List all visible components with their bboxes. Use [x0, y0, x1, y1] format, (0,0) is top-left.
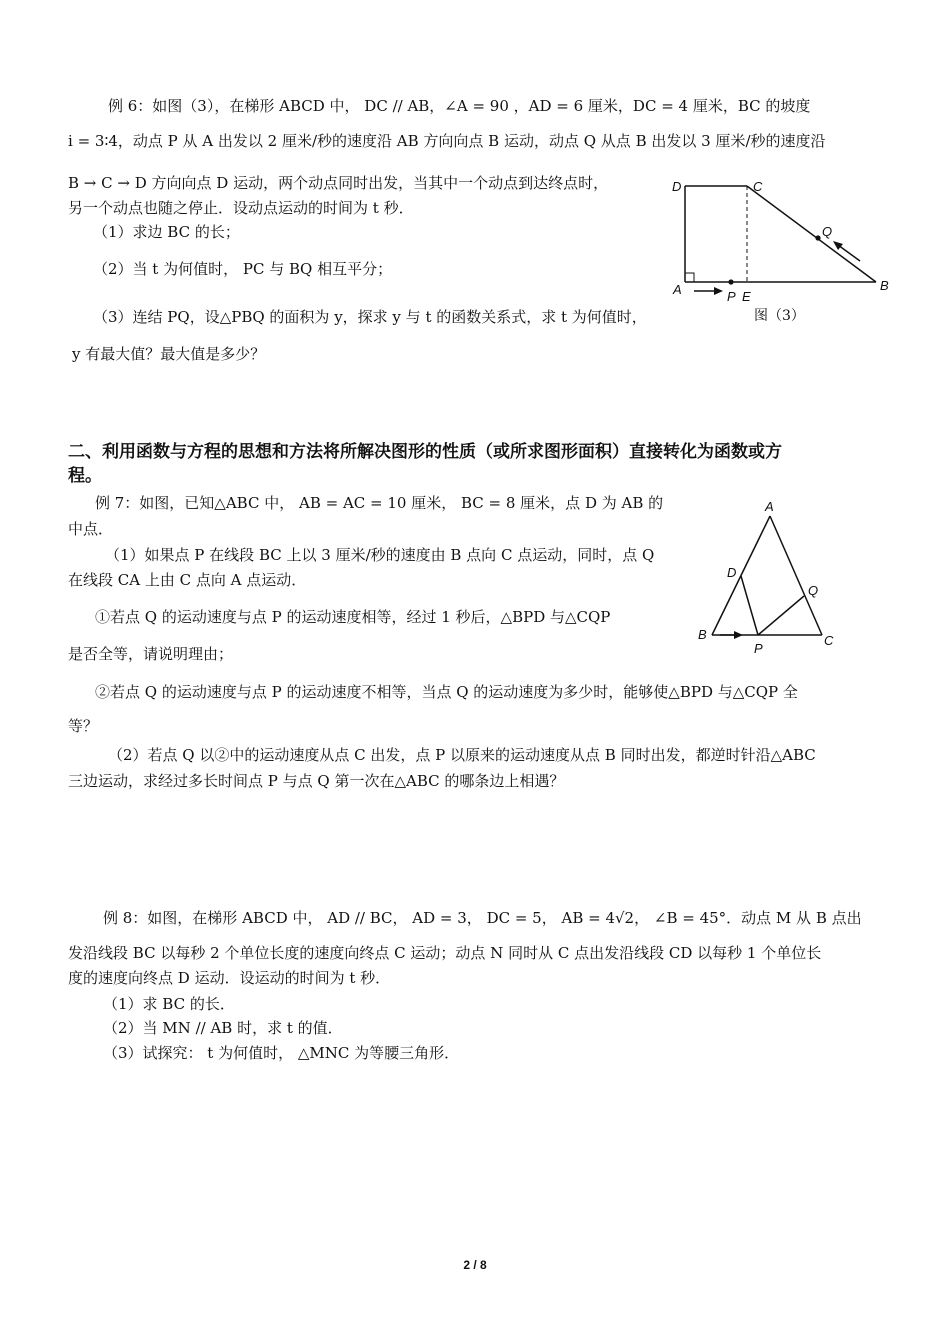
- label-A: A: [765, 499, 774, 514]
- ex6-line-3: B → C → D 方向向点 D 运动，两个动点同时出发，当其中一个动点到达终点时，: [68, 174, 609, 192]
- triangle-figure: [690, 495, 840, 660]
- ex8-question-1: （1）求 BC 的长．: [103, 995, 235, 1013]
- label-B: B: [880, 278, 889, 293]
- figure-caption: 图（3）: [754, 308, 805, 324]
- label-D: D: [727, 565, 737, 580]
- label-E: E: [742, 289, 751, 304]
- section-2-heading-cont: 程。: [68, 466, 102, 486]
- ex6-question-1: （1）求边 BC 的长；: [93, 223, 240, 241]
- segment-DP: [741, 576, 758, 635]
- page-number: 2 / 8: [463, 1258, 487, 1272]
- arrow-Q-head: [833, 241, 843, 250]
- ex6-line-2: i = 3∶4，动点 P 从 A 出发以 2 厘米/秒的速度沿 AB 方向向点 B 运动，动点 Q 从点 B 出发以 3 厘米/秒的速度沿: [68, 132, 826, 150]
- label-Q: Q: [808, 583, 819, 598]
- side-AB: [712, 516, 770, 635]
- ex8-line-2: 发沿线段 BC 以每秒 2 个单位长度的速度向终点 C 运动；动点 N 同时从 C 点出发沿线段 CD 以每秒 1 个单位长: [68, 944, 822, 962]
- ex8-line-1: 例 8：如图，在梯形 ABCD 中， AD // BC， AD = 3， DC = 5， AB = 4√2， ∠B = 45°．动点 M 从 B 点出: [103, 909, 862, 927]
- label-P: P: [754, 641, 763, 656]
- label-A: A: [673, 282, 682, 297]
- ex7-sub-1a: ①若点 Q 的运动速度与点 P 的运动速度相等，经过 1 秒后，△BPD 与△CQP: [95, 608, 611, 626]
- ex7-question-1b: 在线段 CA 上由 C 点向 A 点运动．: [68, 571, 307, 589]
- label-C: C: [824, 633, 834, 648]
- point-P: [728, 279, 733, 284]
- arrow-P-head: [714, 287, 723, 295]
- point-Q: [815, 235, 820, 240]
- ex6-line-4: 另一个动点也随之停止．设动点运动的时间为 t 秒．: [68, 199, 414, 217]
- label-D: D: [672, 179, 682, 194]
- section-2-heading: 二、利用函数与方程的思想和方法将所解决图形的性质（或所求图形面积）直接转化为函数或方: [68, 442, 782, 462]
- ex7-line-1: 例 7：如图，已知△ABC 中， AB = AC = 10 厘米， BC = 8 厘米，点 D 为 AB 的: [95, 494, 664, 512]
- ex7-sub-2a: ②若点 Q 的运动速度与点 P 的运动速度不相等，当点 Q 的运动速度为多少时，能够使△BPD 与△CQP 全: [95, 683, 798, 701]
- side-CB: [747, 186, 876, 282]
- arrow-P-head: [734, 631, 743, 639]
- ex7-question-1a: （1）如果点 P 在线段 BC 上以 3 厘米/秒的速度由 B 点向 C 点运动，同时，点 Q: [105, 546, 655, 564]
- ex8-question-3: （3）试探究： t 为何值时， △MNC 为等腰三角形．: [103, 1044, 460, 1062]
- ex8-question-2: （2）当 MN // AB 时，求 t 的值．: [103, 1019, 343, 1037]
- ex6-question-3: （3）连结 PQ，设△PBQ 的面积为 y，探求 y 与 t 的函数关系式，求 t 为何值时，: [93, 308, 647, 326]
- label-P: P: [727, 289, 736, 304]
- label-B: B: [698, 627, 707, 642]
- ex7-sub-1b: 是否全等，请说明理由；: [68, 645, 234, 663]
- ex6-question-3-cont: y 有最大值？最大值是多少？: [72, 345, 266, 363]
- ex7-sub-2b: 等？: [68, 717, 99, 735]
- trapezoid-figure: [668, 172, 898, 307]
- label-Q: Q: [822, 224, 833, 239]
- ex6-line-1: 例 6：如图（3），在梯形 ABCD 中， DC // AB，∠A = 90 ，AD = 6 厘米，DC = 4 厘米，BC 的坡度: [108, 97, 811, 115]
- label-C: C: [753, 179, 763, 194]
- segment-PQ: [758, 596, 804, 635]
- ex6-question-2: （2）当 t 为何值时， PC 与 BQ 相互平分；: [93, 260, 393, 278]
- ex7-line-2: 中点．: [68, 520, 114, 538]
- right-angle-mark: [685, 273, 694, 282]
- arrow-Q: [838, 245, 860, 261]
- side-AC: [770, 516, 822, 635]
- ex7-question-2a: （2）若点 Q 以②中的运动速度从点 C 出发，点 P 以原来的运动速度从点 B 同时出发，都逆时针沿△ABC: [108, 746, 816, 764]
- ex7-question-2b: 三边运动，求经过多长时间点 P 与点 Q 第一次在△ABC 的哪条边上相遇？: [68, 772, 565, 790]
- ex8-line-3: 度的速度向终点 D 运动．设运动的时间为 t 秒．: [68, 969, 391, 987]
